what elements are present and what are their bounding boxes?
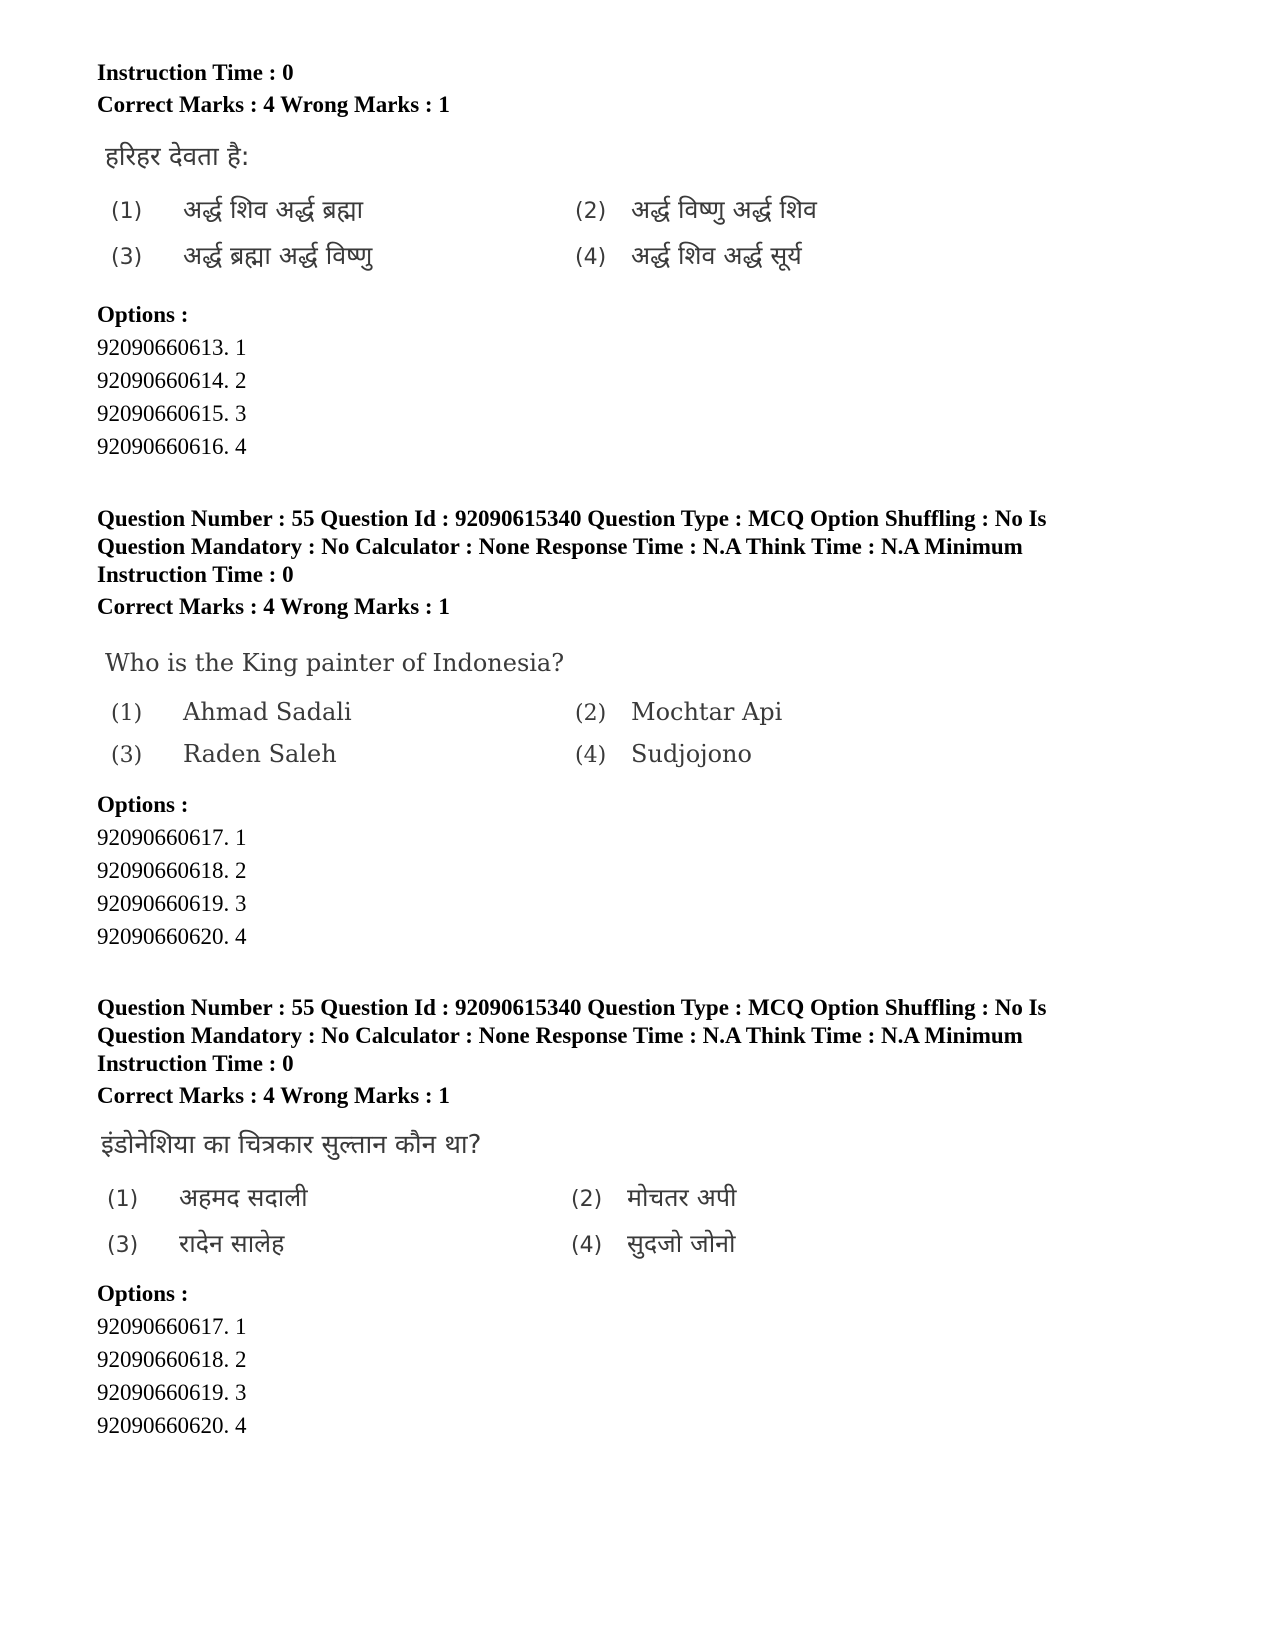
meta-marks: Correct Marks : 4 Wrong Marks : 1 — [97, 1083, 450, 1108]
choice-3 — [111, 238, 372, 272]
option-id: 92090660620. 4 — [97, 924, 247, 949]
choice-number: (2) — [575, 199, 607, 224]
question-image — [105, 646, 865, 784]
meta-instruction-time: Instruction Time : 0 — [97, 1051, 294, 1076]
option-id: 92090660619. 3 — [97, 891, 247, 916]
choice-3 — [107, 1226, 284, 1260]
choice-1 — [111, 698, 352, 726]
options-list — [97, 788, 247, 953]
choice-text: Sudjojono — [631, 740, 752, 768]
question-image — [101, 1128, 861, 1270]
choice-grid — [105, 188, 865, 280]
option-id: 92090660620. 4 — [97, 1413, 247, 1438]
choice-number: (2) — [575, 701, 607, 726]
choice-text: Ahmad Sadali — [183, 698, 352, 726]
option-id: 92090660613. 1 — [97, 335, 247, 360]
option-id: 92090660616. 4 — [97, 434, 247, 459]
choice-grid — [101, 1176, 861, 1270]
option-id: 92090660617. 1 — [97, 1314, 247, 1339]
choice-text: रादेन सालेह — [179, 1229, 285, 1258]
meta-question-header: Question Number : 55 Question Id : 92090615340 Question Type : MCQ Option Shuffling : No Is — [97, 995, 1047, 1020]
meta-question-header: Question Number : 55 Question Id : 92090615340 Question Type : MCQ Option Shuffling : No Is — [97, 506, 1047, 531]
options-list — [97, 298, 247, 463]
options-list — [97, 1277, 247, 1442]
choice-text: अर्द्ध विष्णु अर्द्ध शिव — [631, 195, 817, 224]
question-image — [105, 140, 865, 280]
options-title: Options : — [97, 792, 189, 817]
choice-4 — [571, 1226, 736, 1260]
meta-marks: Correct Marks : 4 Wrong Marks : 1 — [97, 92, 450, 117]
choice-2 — [571, 1180, 737, 1214]
choice-grid — [105, 694, 865, 784]
question-text: Who is the King painter of Indonesia? — [105, 649, 565, 677]
question-meta — [97, 505, 1187, 621]
question-text: इंडोनेशिया का चित्रकार सुल्तान कौन था? — [101, 1130, 482, 1160]
choice-4 — [575, 238, 802, 272]
choice-3 — [111, 740, 337, 768]
choice-text: अर्द्ध ब्रह्मा अर्द्ध विष्णु — [183, 241, 373, 270]
meta-question-settings: Question Mandatory : No Calculator : None Response Time : N.A Think Time : N.A Minimum — [97, 1023, 1023, 1048]
choice-text: अर्द्ध शिव अर्द्ध सूर्य — [631, 241, 802, 270]
choice-number: (3) — [111, 743, 143, 768]
choice-number: (1) — [111, 199, 143, 224]
choice-text: Raden Saleh — [183, 740, 337, 768]
choice-text: सुदजो जोनो — [627, 1229, 736, 1258]
choice-text: अर्द्ध शिव अर्द्ध ब्रह्मा — [183, 195, 364, 224]
option-id: 92090660617. 1 — [97, 825, 247, 850]
meta-question-settings: Question Mandatory : No Calculator : None Response Time : N.A Think Time : N.A Minimum — [97, 534, 1023, 559]
choice-2 — [575, 192, 817, 226]
choice-number: (4) — [571, 1233, 603, 1258]
choice-number: (4) — [575, 743, 607, 768]
choice-number: (1) — [107, 1187, 139, 1212]
choice-1 — [111, 192, 363, 226]
option-id: 92090660618. 2 — [97, 858, 247, 883]
choice-4 — [575, 740, 752, 768]
meta-instruction-time: Instruction Time : 0 — [97, 562, 294, 587]
choice-text: Mochtar Api — [631, 698, 783, 726]
choice-number: (1) — [111, 701, 143, 726]
meta-instruction-time: Instruction Time : 0 — [97, 60, 294, 85]
choice-1 — [107, 1180, 308, 1214]
meta-marks: Correct Marks : 4 Wrong Marks : 1 — [97, 594, 450, 619]
option-id: 92090660615. 3 — [97, 401, 247, 426]
choice-number: (3) — [111, 245, 143, 270]
choice-number: (3) — [107, 1233, 139, 1258]
option-id: 92090660614. 2 — [97, 368, 247, 393]
option-id: 92090660619. 3 — [97, 1380, 247, 1405]
question-text: हरिहर देवता है: — [105, 142, 250, 172]
question-meta — [97, 57, 1187, 121]
choice-2 — [575, 698, 782, 726]
choice-text: मोचतर अपी — [627, 1183, 737, 1212]
options-title: Options : — [97, 302, 189, 327]
choice-text: अहमद सदाली — [179, 1183, 308, 1212]
choice-number: (4) — [575, 245, 607, 270]
choice-number: (2) — [571, 1187, 603, 1212]
option-id: 92090660618. 2 — [97, 1347, 247, 1372]
question-meta — [97, 994, 1187, 1110]
options-title: Options : — [97, 1281, 189, 1306]
